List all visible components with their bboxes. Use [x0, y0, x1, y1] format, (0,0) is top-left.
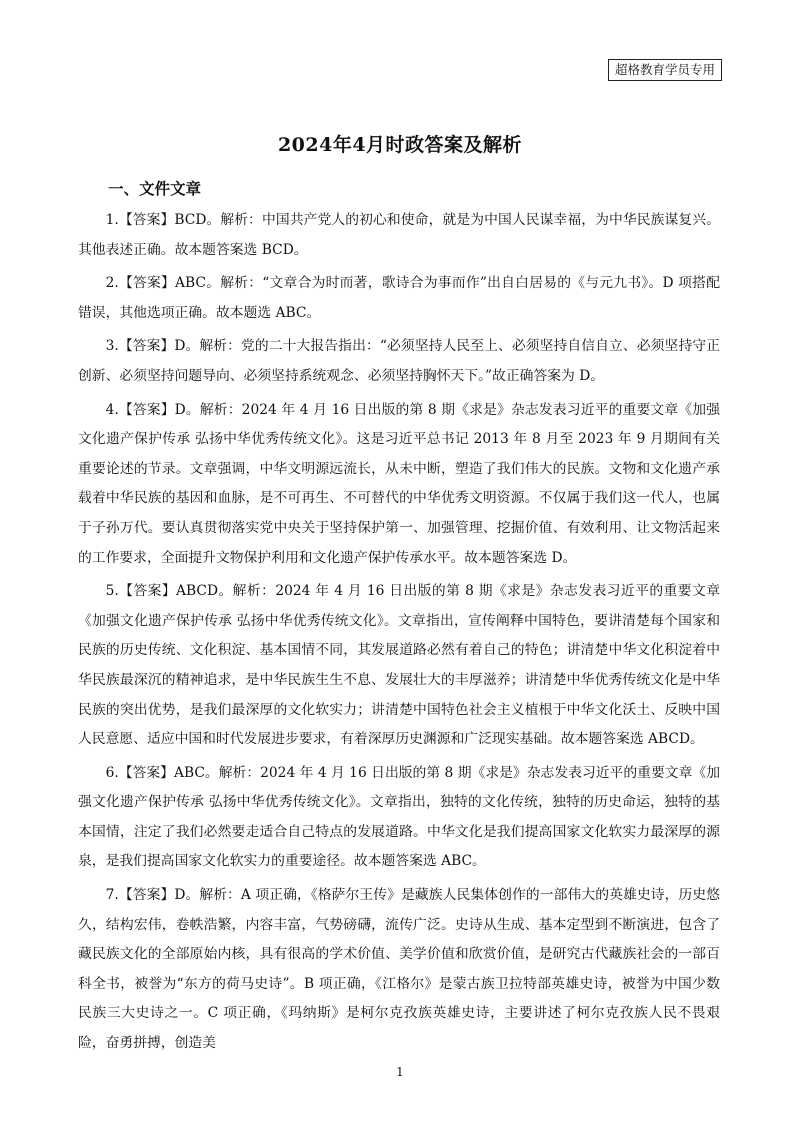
- section-heading: 一、文件文章: [108, 179, 202, 198]
- answer-paragraph: 3.【答案】D。解析：党的二十大报告指出：“必须坚持人民至上、必须坚持自信自立、必须坚持守正创新、必须坚持问题导向、必须坚持系统观念、必须坚持胸怀天下。”故正确答案为 D。: [78, 338, 720, 384]
- page-title: 2024年4月时政答案及解析: [277, 134, 523, 156]
- answer-paragraph: 1.【答案】BCD。解析：中国共产党人的初心和使命，就是为中国人民谋幸福，为中华民族谋复兴。其他表述正确。故本题答案选 BCD。: [78, 212, 720, 258]
- answer-paragraph: 6.【答案】ABC。解析：2024 年 4 月 16 日出版的第 8 期《求是》杂志发表习近平的重要文章《加强文化遗产保护传承 弘扬中华优秀传统文化》。文章指出，独特的文化传统，独特的历史命运，独特的基本国情，注定了我们必然要走适合自己特点的发展道路。中华文化是我们提高国家文化软实力最深厚的源泉，是我们提高国家文化软实力的重要途径。故本题答案选 ABC。: [78, 764, 720, 870]
- answer-paragraph: 7.【答案】D。解析：A 项正确，《格萨尔王传》是藏族人民集体创作的一部伟大的英雄史诗，历史悠久，结构宏伟，卷帙浩繁，内容丰富，气势磅礴，流传广泛。史诗从生成、基本定型到不断演进，包含了藏民族文化的全部原始内核，具有很高的学术价值、美学价值和欣赏价值，是研究古代藏族社会的一部百科全书，被誉为“东方的荷马史诗”。B 项正确，《江格尔》是蒙古族卫拉特部英雄史诗，被誉为中国少数民族三大史诗之一。C 项正确，《玛纳斯》是柯尔克孜族英雄史诗，主要讲述了柯尔克孜族人民不畏艰险，奋勇拼搏，创造美: [78, 887, 720, 1052]
- answer-paragraph: 4.【答案】D。解析：2024 年 4 月 16 日出版的第 8 期《求是》杂志发表习近平的重要文章《加强文化遗产保护传承 弘扬中华优秀传统文化》。这是习近平总书记 2013 年 8 月至 2023 年 9 月期间有关重要论述的节录。文章强调，中华文明源远流长，从未中断，塑造了我们伟大的民族。文物和文化遗产承载着中华民族的基因和血脉，是不可再生、不可替代的中华优秀文明资源。不仅属于我们这一代人，也属于子孙万代。要认真贯彻落实党中央关于坚持保护第一、加强管理、挖掘价值、有效利用、让文物活起来的工作要求，全面提升文物保护利用和文化遗产保护传承水平。故本题答案选 D。: [78, 401, 720, 566]
- answer-paragraph: 5.【答案】ABCD。解析：2024 年 4 月 16 日出版的第 8 期《求是》杂志发表习近平的重要文章《加强文化遗产保护传承 弘扬中华优秀传统文化》。文章指出，宣传阐释中国特色，要讲清楚每个国家和民族的历史传统、文化积淀、基本国情不同，其发展道路必然有着自己的特色；讲清楚中华文化积淀着中华民族最深沉的精神追求，是中华民族生生不息、发展壮大的丰厚滋养；讲清楚中华优秀传统文化是中华民族的突出优势，是我们最深厚的文化软实力；讲清楚中国特色社会主义植根于中华文化沃土、反映中国人民意愿、适应中国和时代发展进步要求，有着深厚历史渊源和广泛现实基础。故本题答案选 ABCD。: [78, 583, 720, 748]
- header-stamp: 超格教育学员专用: [608, 59, 722, 81]
- answer-list: [78, 206, 720, 1063]
- answer-paragraph: 2.【答案】ABC。解析：“文章合为时而著，歌诗合为事而作”出自白居易的《与元九书》。D 项搭配错误，其他选项正确。故本题选 ABC。: [78, 275, 720, 321]
- page-number: 1: [396, 1065, 404, 1079]
